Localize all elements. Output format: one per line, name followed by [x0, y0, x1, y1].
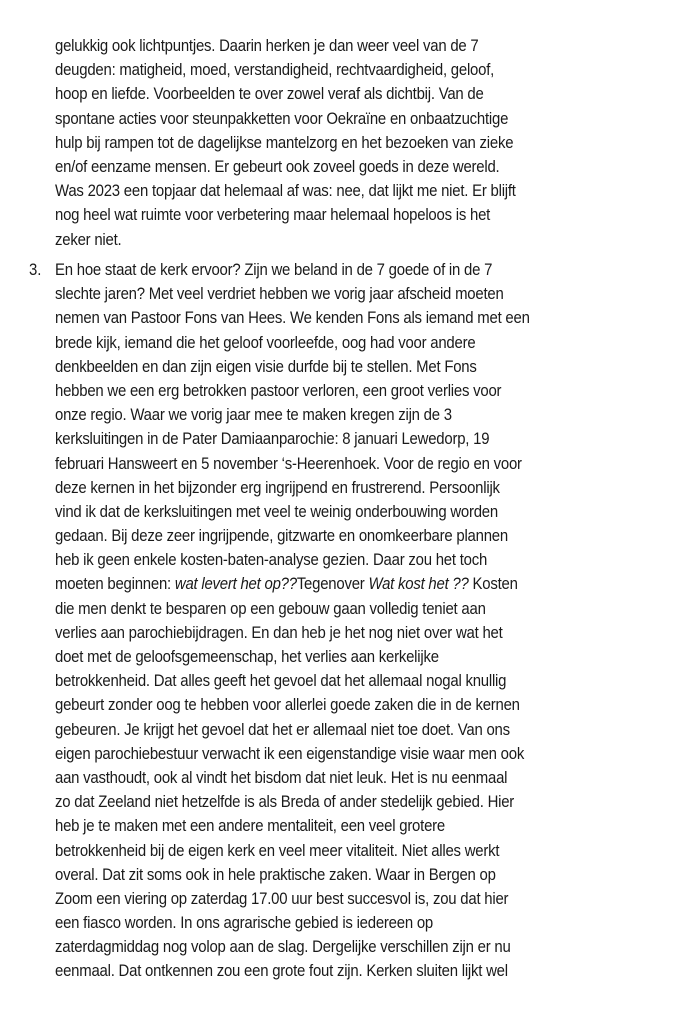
text-line-with-italics — [55, 572, 631, 596]
text-line: die men denkt te besparen op een gebouw gaan volledig teniet aan — [55, 598, 486, 618]
text-line: gedaan. Bij deze zeer ingrijpende, gitzwarte en onomkeerbare plannen — [55, 526, 508, 546]
text-line: betrokkenheid bij de eigen kerk en veel meer vitaliteit. Niet alles werkt — [55, 840, 500, 860]
text-line: aan vasthoudt, ook al vindt het bisdom dat niet leuk. Het is nu eenmaal — [55, 767, 508, 787]
text-line: gebeurt zonder oog te hebben voor allerlei goede zaken die in de kernen — [55, 695, 520, 715]
text-line: deugden: matigheid, moed, verstandigheid, rechtvaardigheid, geloof, — [55, 60, 495, 80]
text-line: doet met de geloofsgemeenschap, het verlies aan kerkelijke — [55, 647, 439, 666]
text-line: spontane acties voor steunpakketten voor Oekraïne en onbaatzuchtige — [55, 108, 509, 128]
text-line: zaterdagmiddag nog volop aan de slag. Dergelijke verschillen zijn er nu — [55, 937, 511, 957]
text-line: eigen parochiebestuur verwacht ik een eigenstandige visie waar men ook — [55, 743, 525, 763]
intro-paragraph — [55, 34, 689, 252]
text-line: nemen van Pastoor Fons van Hees. We kenden Fons als iemand met een — [55, 308, 530, 328]
text-line: nog heel wat ruimte voor verbetering maar helemaal hopeloos is het — [55, 205, 491, 225]
text-line: slechte jaren? Met veel verdriet hebben we vorig jaar afscheid moeten — [55, 284, 504, 304]
text-fragment: Kosten — [468, 574, 518, 594]
text-line: heb je te maken met een andere mentaliteit, een veel grotere — [55, 816, 445, 836]
text-line: vind ik dat de kerksluitingen met veel te weinig onderbouwing worden — [55, 501, 498, 521]
list-marker: 3. — [29, 260, 42, 279]
text-line: hebben we een erg betrokken pastoor verloren, een groot verlies voor — [55, 380, 502, 400]
text-line: zo dat Zeeland niet hetzelfde is als Breda of ander stedelijk gebied. Hier — [55, 792, 515, 812]
text-line: hoop en liefde. Voorbeelden te over zowel veraf als dichtbij. Van de — [55, 84, 484, 104]
text-line: Zoom een viering op zaterdag 17.00 uur best succesvol is, zou dat hier — [55, 888, 509, 908]
text-line: hulp bij rampen tot de dagelijkse mantelzorg en het bezoeken van zieke — [55, 132, 514, 152]
italic-question-1: wat levert het op?? — [174, 574, 297, 594]
text-line: verlies aan parochiebijdragen. En dan heb je het nog niet over wat het — [55, 622, 503, 642]
text-line: zeker niet. — [55, 229, 122, 249]
text-line: En hoe staat de kerk ervoor? Zijn we beland in de 7 goede of in de 7 — [55, 260, 493, 279]
text-line: en/of eenzame mensen. Er gebeurt ook zoveel goeds in deze wereld. — [55, 156, 500, 176]
text-line: gelukkig ook lichtpuntjes. Daarin herken je dan weer veel van de 7 — [55, 36, 479, 55]
text-line: Was 2023 een topjaar dat helemaal af was: nee, dat lijkt me niet. Er blijft — [55, 181, 516, 201]
list-item-3 — [29, 258, 689, 984]
text-line: denkbeelden en dan zijn eigen visie durfde bij te stellen. Met Fons — [55, 356, 477, 376]
text-line: betrokkenheid. Dat alles geeft het gevoel dat het allemaal nogal knullig — [55, 671, 507, 691]
text-line: gebeuren. Je krijgt het gevoel dat het er allemaal niet toe doet. Van ons — [55, 719, 510, 739]
text-line: deze kernen in het bijzonder erg ingrijpend en frustrerend. Persoonlijk — [55, 477, 500, 497]
text-fragment: moeten beginnen: — [55, 574, 175, 594]
text-line: eenmaal. Dat ontkennen zou een grote fout zijn. Kerken sluiten lijkt wel — [55, 961, 508, 981]
text-line: overal. Dat zit soms ook in hele praktische zaken. Waar in Bergen op — [55, 864, 496, 884]
text-line: kerksluitingen in de Pater Damiaanparochie: 8 januari Lewedorp, 19 — [55, 429, 490, 449]
italic-question-2: Wat kost het ?? — [368, 574, 469, 594]
text-fragment: Tegenover — [296, 574, 369, 594]
text-line: heb ik geen enkele kosten-baten-analyse gezien. Daar zou het toch — [55, 550, 488, 570]
text-line: februari Hansweert en 5 november ‘s-Heerenhoek. Voor de regio en voor — [55, 453, 522, 473]
text-line: een fiasco worden. In ons agrarische gebied is iedereen op — [55, 913, 433, 933]
text-line: brede kijk, iemand die het geloof voorleefde, oog had voor andere — [55, 332, 476, 352]
text-line: onze regio. Waar we vorig jaar mee te maken kregen zijn de 3 — [55, 405, 452, 425]
